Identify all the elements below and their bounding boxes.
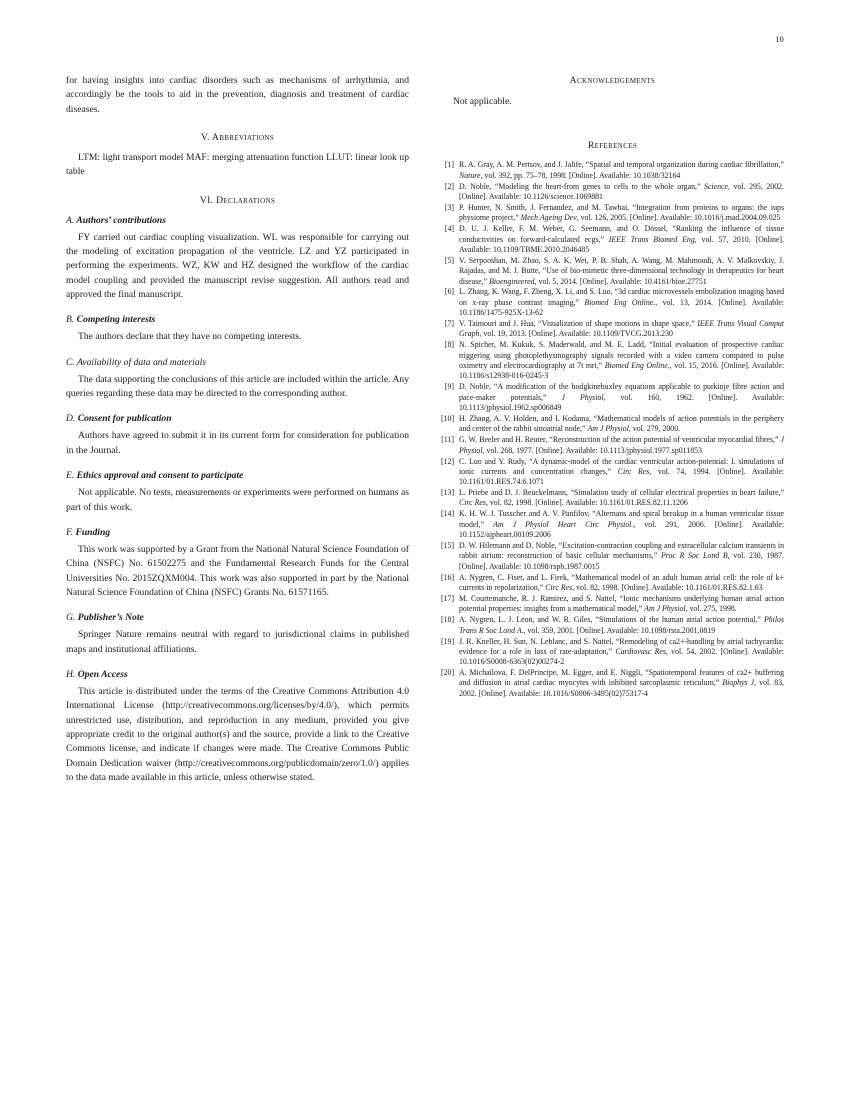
subsection-title: Open Access — [77, 668, 128, 680]
reference-number: [13] — [441, 488, 455, 498]
subsection-heading-competing-interests — [66, 313, 409, 326]
reference-item — [441, 615, 784, 636]
reference-item — [441, 160, 784, 181]
reference-text: A. Nygren, C. Fiset, and L. Firek, “Mathematical model of an adult human atrial cell: the role of k+ currents in repolarization,” Circ Res, vol. 82, 1998. [Online]. Available: 10.1161/01.RES.82.1.63 — [459, 572, 784, 592]
reference-number: [4] — [444, 224, 454, 234]
subsection-title: Ethics approval and consent to participate — [76, 470, 244, 482]
page-number: 10 — [775, 34, 784, 44]
funding-paragraph: This work was supported by a Grant from the National Natural Science Foundation of China (NSFC) No. 61502275 and the Fundamental Research Funds for the Central Universities No. 2015ZQXM004. This work was also supported in part by the National Natural Science Foundation of China (NSFC) Grants No. 61571165. — [66, 543, 409, 598]
reference-number: [1] — [444, 160, 454, 170]
subsection-heading-availability-of-data — [66, 356, 409, 369]
subsection-letter: C. — [66, 356, 75, 368]
reference-number: [3] — [444, 202, 454, 212]
reference-text: D. U. J. Keller, F. M. Weber, G. Seemann, and O. Dössel, “Ranking the influence of tissue conductivities on forward-calculated ecgs,” IEEE Trans Biomed Eng, vol. 57, 2010. [Online]. Available: 10.1109/TBME.2010.2046485 — [459, 224, 785, 254]
reference-item — [441, 668, 784, 699]
reference-item — [441, 182, 784, 203]
reference-number: [14] — [441, 509, 455, 519]
reference-number: [5] — [444, 255, 454, 265]
subsection-heading-consent-for-publication — [66, 412, 409, 425]
reference-text: V. Serpooshan, M. Zhao, S. A. K. Wei, P. B. Shah, A. Wang, M. Mahmoudi, A. V. Malkovskiy, J. Rajadas, and M. J. Butte, “Use of bio-mimetic three-dimensional technology in therapeutics for heart disease,” Bioengineered, vol. 5, 2014. [Online]. Available: 10.4161/bioe.27751 — [459, 255, 784, 286]
reference-item — [441, 457, 784, 488]
acknowledgements-heading: Acknowledgements — [569, 75, 656, 86]
reference-number: [7] — [444, 319, 454, 329]
reference-text: V. Taimouri and J. Hua, “Visualization of shape motions in shape space,” IEEE Trans Visual Comput Graph, vol. 19, 2013. [Online]. Available: 10.1109/TVCG.2013.230 — [459, 319, 784, 339]
reference-item — [441, 224, 784, 255]
reference-text: L. Zhang, K. Wang, F. Zheng, X. Li, and S. Luo, “3d cardiac microvessels embolization imaging based on x-ray phase contrast imaging,” Biomed Eng Online., vol. 13, 2014. [Online]. Available: 10.1186/1475-925X-13-62 — [459, 287, 785, 318]
reference-number: [20] — [441, 668, 455, 678]
reference-text: G. W. Beeler and H. Reuter, “Reconstruction of the action potential of ventricular myocardial fibres,” J Physiol, vol. 268, 1977. [Online]. Available: 10.1113/jphysiol.1977.sp011853 — [459, 435, 784, 455]
reference-number: [15] — [441, 541, 455, 551]
reference-text: K. H. W. J. Tusscher and A. V. Panfilov, “Alternans and spiral breakup in a human ventricular tissue model,” Am J Physiol Heart Circ Physiol., vol. 291, 2006. [Online]. Available: 10.1152/ajpheart.00109.2006 — [459, 509, 785, 540]
reference-text: M. Courtemanche, R. J. Ramirez, and S. Nattel, “Ionic mechanisms underlying human atrial action potential properties: insights from a mathematical model,” Am J Physiol, vol. 275, 1998. — [459, 593, 784, 614]
section-numeral: V. — [200, 132, 210, 144]
subsection-title: Funding — [75, 526, 111, 538]
subsection-title: Publisher’s Note — [77, 612, 144, 624]
two-column-body — [66, 74, 784, 785]
reference-text: P. Hunter, N. Smith, J. Fernandez, and M. Tawhai, “Integration from proteins to organs: the iups physiome project,” Mech Ageing Dev, vol. 126, 2005. [Online]. Available: 10.1016/j.mad.2004.09.025 — [459, 202, 784, 223]
reference-text: A. Michailova, F. DelPrincipe, M. Egger, and E. Niggli, “Spatiotemporal features of ca2+ buffering and diffusion in atrial cardiac myocytes with inhibited sarcoplasmic reticulum,” Biophys J, vol. 83, 2002. [Online]. Available: 10.1016/S0006-3495(02)75317-4 — [459, 668, 784, 698]
reference-item — [441, 637, 784, 668]
reference-item — [441, 319, 784, 340]
subsection-heading-publishers-note — [66, 611, 409, 624]
left-column — [66, 74, 409, 785]
reference-item — [441, 256, 784, 287]
reference-text: H. Zhang, A. V. Holden, and I. Kodama, “Mathematical models of action potentials in the periphery and center of the rabbit sinoatrial node,” Am J Physiol, vol. 279, 2000. — [459, 413, 784, 434]
section-numeral: VI. — [199, 194, 214, 206]
open-access-paragraph: This article is distributed under the terms of the Creative Commons Attribution 4.0 International License (http://creativecommons.org/licenses/by/4.0/), which permits unrestricted use, distribution, and reproduction in any medium, provided you give appropriate credit to the original author(s) and the source, provide a link to the Creative Commons license, and indicate if changes were made. The Creative Commons Public Domain Dedication waiver (http://creativecommons.org/publicdomain/zero/1.0/) applies to the data made available in this article, unless otherwise stated. — [66, 685, 409, 783]
reference-number: [9] — [444, 382, 454, 392]
section-title: Abbreviations — [211, 132, 275, 144]
references-list — [441, 160, 784, 699]
reference-number: [10] — [441, 413, 455, 423]
reference-text: L. Priebe and D. J. Beuckelmann, “Simulation study of cellular electrical properties in heart failure,” Circ Res, vol. 82, 1998. [Online]. Available: 10.1161/01.RES.82.11.1206 — [459, 488, 784, 508]
subsection-title: Competing interests — [76, 314, 156, 326]
reference-text: A. Nygren, L. J. Leon, and W. R. Giles, “Simulations of the human atrial action potential,” Philos Trans R Soc Lond A., vol. 359, 2001. [Online]. Available: 10.1098/rsta.2001.0819 — [459, 615, 784, 635]
reference-item — [441, 435, 784, 456]
subsection-title: Consent for publication — [77, 413, 172, 425]
references-heading: References — [587, 140, 638, 152]
competing-interests-paragraph: The authors declare that they have no competing interests. — [78, 331, 302, 343]
ethics-approval-paragraph: Not applicable. No tests, measurements or experiments were performed on humans as part of this work. — [66, 487, 409, 513]
section-heading-abbreviations — [66, 131, 409, 144]
subsection-letter: G. — [66, 612, 76, 624]
reference-item — [441, 488, 784, 509]
reference-number: [8] — [444, 340, 454, 350]
reference-number: [19] — [441, 636, 455, 646]
subsection-letter: H. — [66, 668, 76, 680]
subsection-heading-funding — [66, 526, 409, 539]
reference-text: R. A. Gray, A. M. Pertsov, and J. Jalife, “Spatial and temporal organization during cardiac fibrillation,” Nature, vol. 392, pp. 75–78, 1998. [Online]. Available: 10.1038/32164 — [459, 160, 784, 180]
authors-contributions-paragraph: FY carried out cardiac coupling visualization. WL was responsible for carrying out the modeling of excitation propagation of the ventricle. LZ and YZ participated in performing the experiments. WZ, KW and HZ designed the workflow of the cardiac model coupling and provided the manuscript revise suggestion. All authors read and approved the final manuscript. — [66, 231, 409, 301]
reference-text: D. Noble, “A modification of the hodgkinehuxley equations applicable to purkinje fibre action and pace-maker potentials,” J Physiol, vol. 160, 1962. [Online]. Available: 10.1113/jphysiol.1962.sp006849 — [459, 382, 784, 412]
reference-text: C. Luo and Y. Rudy, “A dynamic-model of the cardiac ventricular action-potential: I. simulations of ionic currents and concentration changes,” Circ Res, vol. 74, 1994. [Online]. Available: 10.1161/01.RES.74.6.1071 — [459, 456, 784, 487]
subsection-letter: B. — [66, 314, 75, 326]
acknowledgements-paragraph: Not applicable. — [453, 96, 512, 107]
publishers-note-paragraph: Springer Nature remains neutral with regard to jurisdictional claims in published maps and institutional affiliations. — [66, 629, 409, 655]
reference-item — [441, 287, 784, 318]
reference-item — [441, 414, 784, 435]
consent-for-publication-paragraph: Authors have agreed to submit it in its current form for consideration for publication in the Journal. — [66, 430, 409, 456]
reference-number: [16] — [441, 572, 455, 582]
availability-of-data-paragraph: The data supporting the conclusions of this article are included within the article. Any queries regarding these data may be directed to the corresponding author. — [66, 373, 409, 400]
reference-item — [441, 573, 784, 594]
reference-number: [2] — [444, 181, 454, 191]
reference-item — [441, 203, 784, 224]
subsection-letter: E. — [66, 470, 75, 482]
reference-item — [441, 509, 784, 540]
subsection-heading-ethics-approval — [66, 469, 409, 482]
subsection-title: Availability of data and materials — [77, 356, 207, 368]
reference-item — [441, 541, 784, 572]
reference-item — [441, 594, 784, 615]
reference-text: J. R. Kneller, H. Sun, N. Leblanc, and S. Nattel, “Remodeling of ca2+-handling by atrial tachycardia: evidence for a role in loss of rate-adaptation,” Cardiovasc Res, vol. 54, 2002. [Online]. Available: 10.1016/S0008-6363(02)00274-2 — [459, 636, 784, 667]
abbreviations-paragraph: LTM: light transport model MAF: merging attenuation function LLUT: linear look up table — [66, 152, 409, 178]
section-heading-declarations — [66, 194, 409, 207]
right-column — [441, 74, 784, 785]
reference-item — [441, 382, 784, 413]
subsection-title: Authors’ contributions — [76, 214, 166, 226]
reference-item — [441, 340, 784, 381]
reference-number: [11] — [441, 435, 454, 445]
reference-text: D. W. Hilemann and D. Noble, “Excitation-contraction coupling and extracellular calcium transients in rabbit atrium: reconstruction of basic cellular mechanisms,” Proc R Soc Lond B, vol. 230, 1987. [Online]. Available: 10.1098/rspb.1987.0015 — [459, 541, 784, 571]
subsection-letter: A. — [66, 214, 75, 226]
intro-paragraph: for having insights into cardiac disorders such as mechanisms of arrhythmia, and accordingly be the tools to aid in the prevention, diagnosis and treatment of cardiac diseases. — [66, 75, 409, 115]
subsection-letter: F. — [66, 526, 74, 538]
reference-number: [6] — [444, 287, 454, 297]
reference-text: N. Spicher, M. Kukuk, S. Maderwald, and M. E. Ladd, “Initial evaluation of prospective cardiac triggering using photoplethysmography signals recorded with a video camera compared to pulse oximetry and electrocardiography at 7t mri,” Biomed Eng Online., vol. 15, 2016. [Online]. Available: 10.1186/s12938-016-0245-3 — [459, 340, 785, 381]
reference-number: [17] — [441, 593, 455, 603]
section-title: Declarations — [216, 194, 276, 206]
subsection-letter: D. — [66, 413, 76, 425]
reference-number: [18] — [441, 615, 455, 625]
reference-text: D. Noble, “Modeling the heart-from genes to cells to the whole organ,” Science, vol. 295, 2002. [Online]. Available: 10.1126/science.1069881 — [459, 181, 785, 201]
reference-number: [12] — [441, 456, 455, 466]
subsection-heading-open-access — [66, 668, 409, 681]
subsection-heading-authors-contributions — [66, 214, 409, 227]
